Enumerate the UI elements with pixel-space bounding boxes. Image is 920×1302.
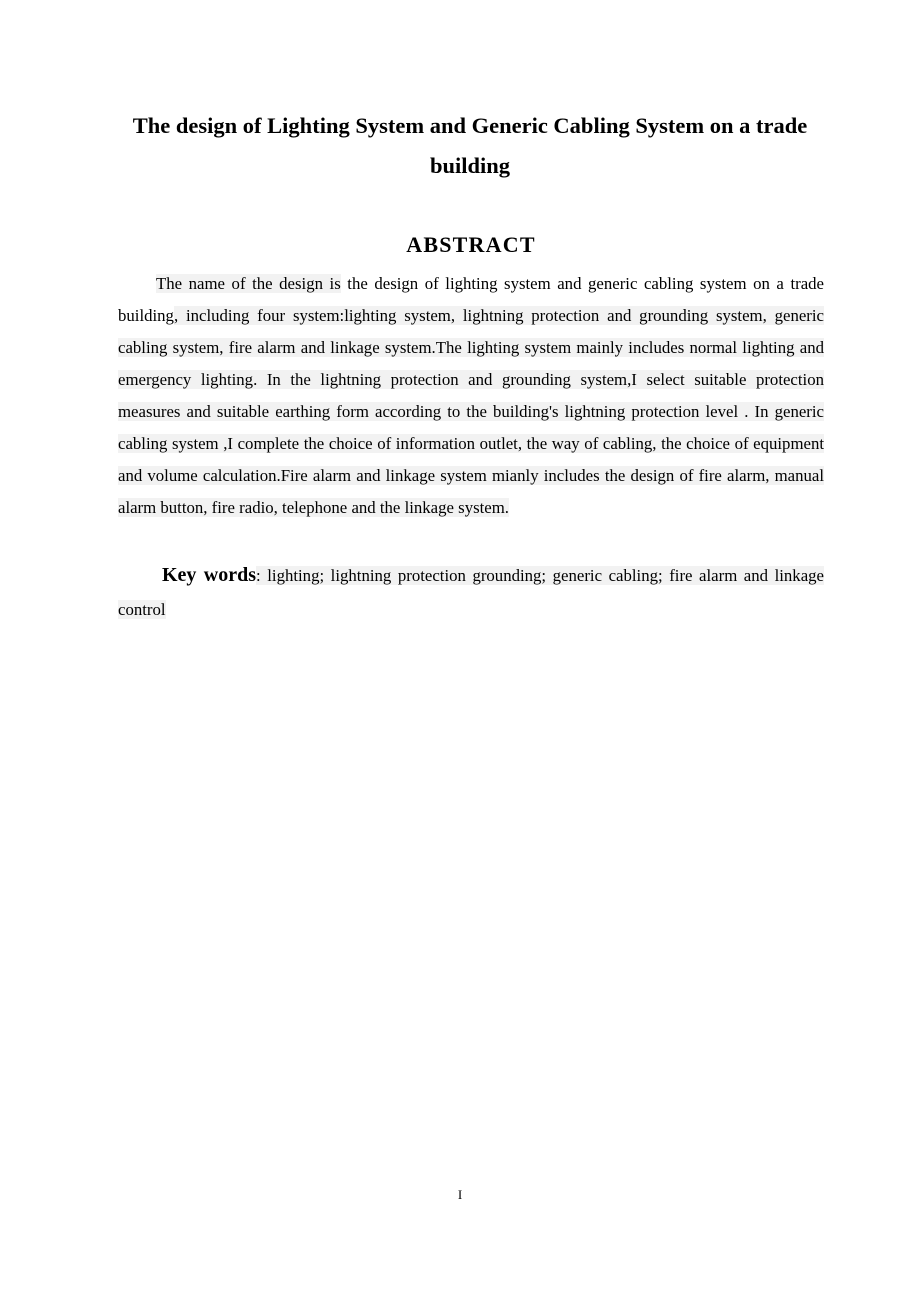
abstract-text-segment: , including four: [173, 306, 293, 325]
abstract-text-segment: Fire alarm and linkage system mianly includes the design of fire alarm, manual alarm button, fire radio, telephone and the linkage system.: [118, 466, 824, 517]
keywords-list: : lighting; lightning protection grounding; generic cabling; fire alarm and linkage control: [118, 566, 824, 619]
keywords-paragraph: [118, 558, 824, 627]
keywords-label: Key words: [162, 564, 257, 586]
abstract-text-segment: The name of the design is: [156, 274, 341, 293]
document-title: The design of Lighting System and Generic Cabling System on a trade building: [132, 113, 808, 178]
abstract-text-segment: the design of lighting system and generic cabling system on a trade building: [118, 274, 824, 325]
abstract-heading: ABSTRACT: [406, 232, 536, 257]
abstract-text-segment: system:lighting system, lightning protection and grounding system, generic cabling system, fire alarm and linkage system.The lighting system mainly includes normal lighting and emergency lighting. In the lightning protection and grounding system,I select suitable protection measures and suitable earthing form according to the building's lightning protection level . In generic cabling system ,I complete the choice of information outlet, the way of cabling, the choice of equipment and volume calculation.: [118, 306, 824, 485]
abstract-paragraph: [118, 268, 824, 524]
page-number: I: [457, 1187, 463, 1202]
